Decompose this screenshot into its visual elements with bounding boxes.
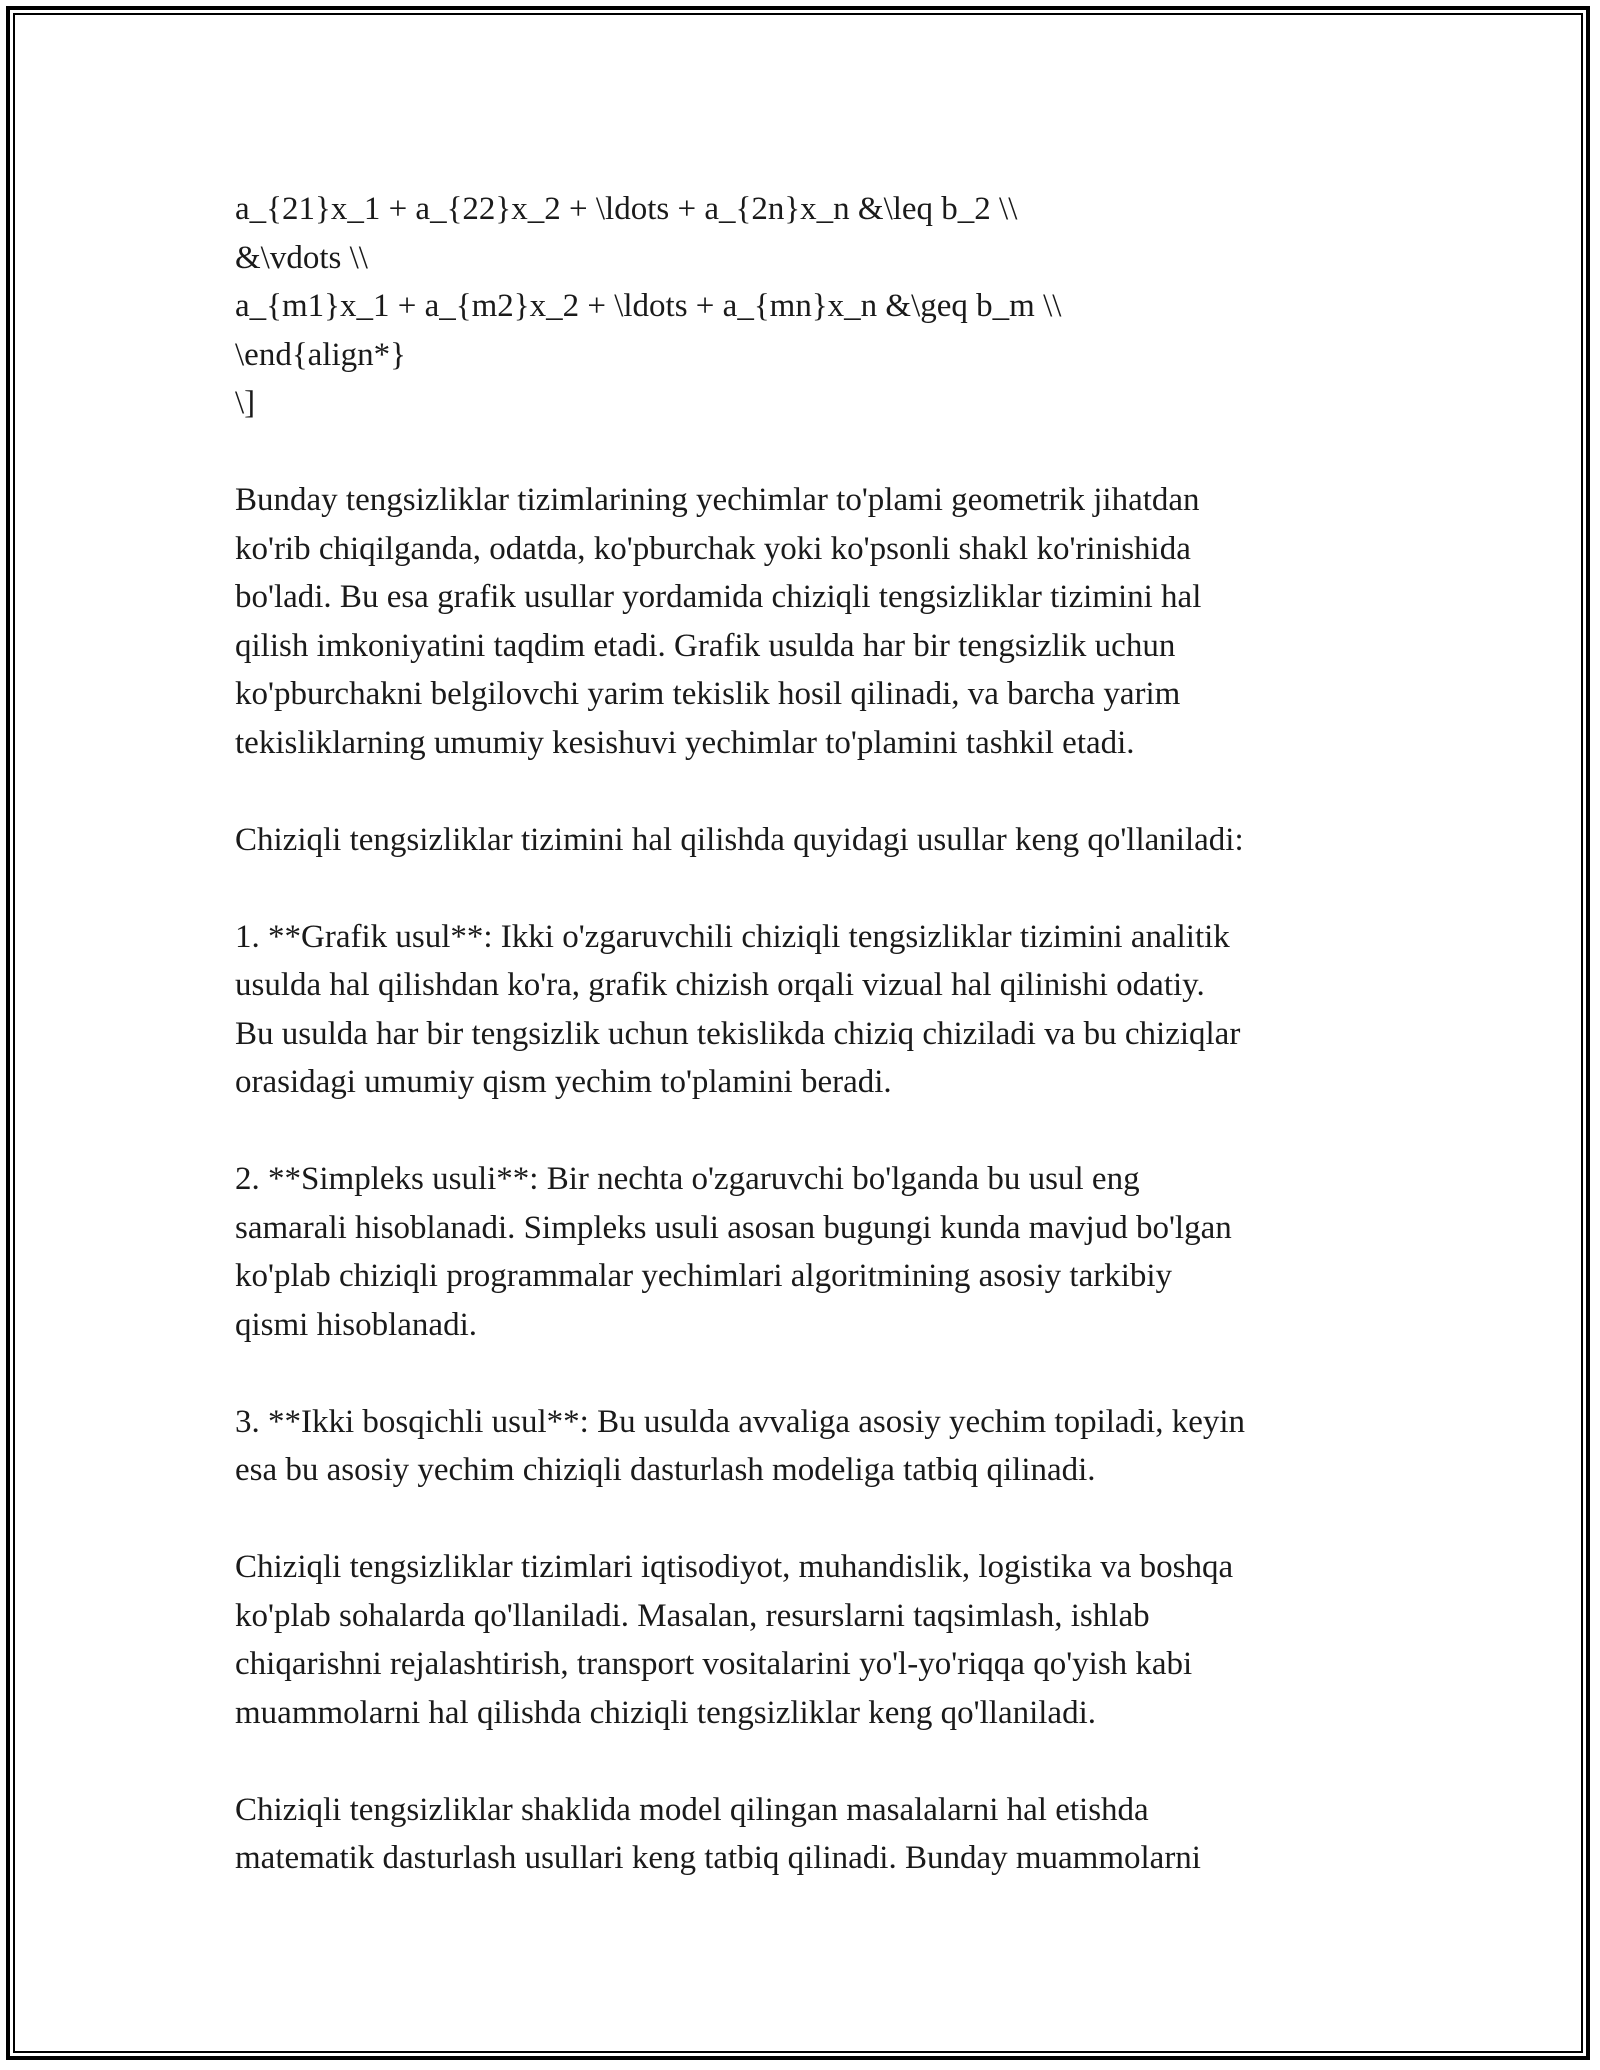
list-item-simplex-method — [235, 1155, 1375, 1349]
equation-line: \end{align*} — [235, 336, 406, 373]
text-line: Chiziqli tengsizliklar tizimini hal qilishda quyidagi usullar keng qo'llaniladi: — [235, 821, 1244, 858]
equation-line: a_{21}x_1 + a_{22}x_2 + \ldots + a_{2n}x_n &\leq b_2 \\ — [235, 191, 1018, 227]
text-line: bo'ladi. Bu esa grafik usullar yordamida chiziqli tengsizliklar tizimini hal — [235, 579, 1202, 615]
text-line: Bu usulda har bir tengsizlik uchun tekislikda chiziq chiziladi va bu chiziqlar — [235, 1015, 1241, 1052]
text-line: 3. **Ikki bosqichli usul**: Bu usulda avvaliga asosiy yechim topiladi, keyin — [235, 1403, 1246, 1440]
list-item-graphic-method — [235, 913, 1375, 1107]
text-line: Bunday tengsizliklar tizimlarining yechimlar to'plami geometrik jihatdan — [235, 482, 1200, 518]
text-line: orasidagi umumiy qism yechim to'plamini beradi. — [235, 1064, 892, 1100]
text-line: ko'pburchakni belgilovchi yarim tekislik hosil qilinadi, va barcha yarim — [235, 676, 1181, 712]
equation-line: \] — [235, 385, 256, 421]
document-body — [235, 185, 1375, 1931]
text-line: qilish imkoniyatini taqdim etadi. Grafik usulda har bir tengsizlik uchun — [235, 627, 1176, 664]
text-line: ko'rib chiqilganda, odatda, ko'pburchak yoki ko'psonli shakl ko'rinishida — [235, 530, 1191, 567]
text-line: Chiziqli tengsizliklar tizimlari iqtisodiyot, muhandislik, logistika va boshqa — [235, 1549, 1234, 1585]
text-line: esa bu asosiy yechim chiziqli dasturlash modeliga tatbiq qilinadi. — [235, 1452, 1096, 1488]
text-line: matematik dasturlash usullari keng tatbiq qilinadi. Bunday muammolarni — [235, 1840, 1201, 1876]
text-line: tekisliklarning umumiy kesishuvi yechimlar to'plamini tashkil etadi. — [235, 724, 1135, 761]
paragraph-applications — [235, 1543, 1375, 1737]
paragraph-methods-intro — [235, 816, 1375, 865]
text-line: 1. **Grafik usul**: Ikki o'zgaruvchili chiziqli tengsizliklar tizimini analitik — [235, 918, 1230, 955]
text-line: 2. **Simpleks usuli**: Bir nechta o'zgaruvchi bo'lganda bu usul eng — [235, 1161, 1140, 1197]
equation-line: &\vdots \\ — [235, 239, 368, 276]
text-line: samarali hisoblanadi. Simpleks usuli asosan bugungi kunda mavjud bo'lgan — [235, 1209, 1232, 1246]
text-line: chiqarishni rejalashtirish, transport vositalarini yo'l-yo'riqqa qo'yish kabi — [235, 1646, 1193, 1682]
text-line: usulda hal qilishdan ko'ra, grafik chizish orqali vizual hal qilinishi odatiy. — [235, 967, 1205, 1003]
text-line: ko'plab chiziqli programmalar yechimlari algoritmining asosiy tarkibiy — [235, 1258, 1173, 1294]
equation-block — [235, 185, 1375, 428]
paragraph-solution-geometry — [235, 476, 1375, 767]
text-line: qismi hisoblanadi. — [235, 1306, 477, 1343]
list-item-two-phase-method — [235, 1398, 1375, 1495]
text-line: muammolarni hal qilishda chiziqli tengsizliklar keng qo'llaniladi. — [235, 1694, 1096, 1731]
paragraph-mathematical-programming — [235, 1786, 1375, 1883]
equation-line: a_{m1}x_1 + a_{m2}x_2 + \ldots + a_{mn}x_n &\geq b_m \\ — [235, 288, 1062, 324]
text-line: Chiziqli tengsizliklar shaklida model qilingan masalalarni hal etishda — [235, 1791, 1149, 1828]
text-line: ko'plab sohalarda qo'llaniladi. Masalan, resurslarni taqsimlash, ishlab — [235, 1597, 1150, 1634]
